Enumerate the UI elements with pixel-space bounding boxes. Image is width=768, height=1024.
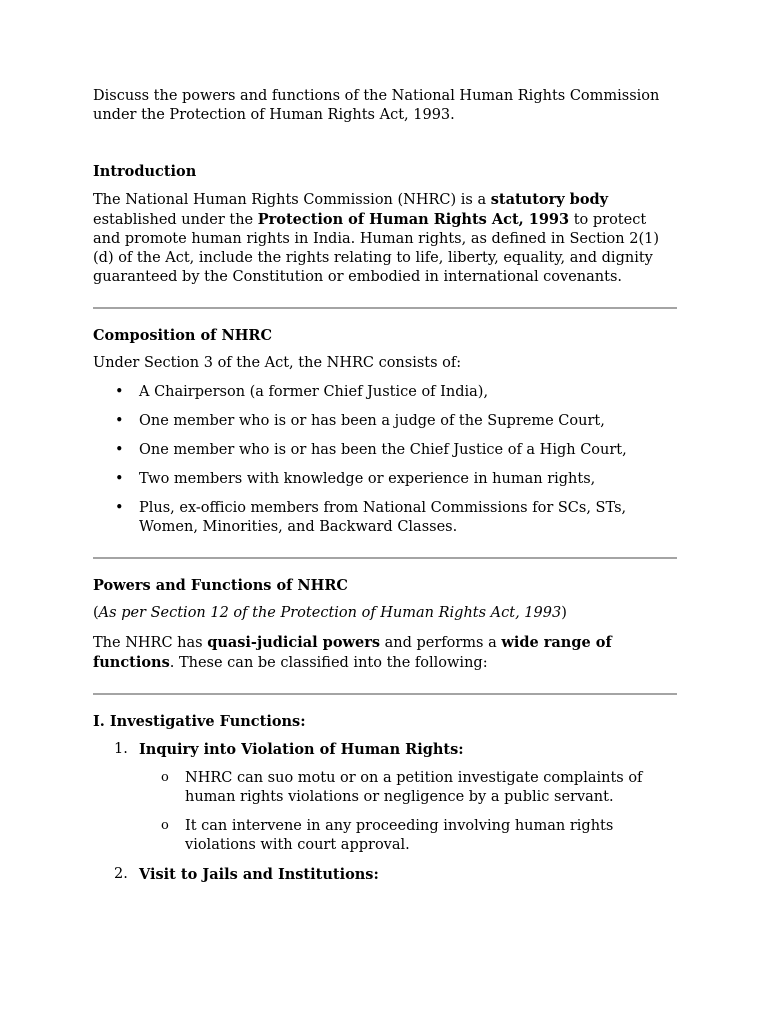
powers-text-1: The NHRC has xyxy=(93,635,208,651)
composition-list xyxy=(93,383,677,537)
powers-text-2: and performs a xyxy=(380,635,502,651)
divider xyxy=(93,557,677,559)
item-number: 2. xyxy=(114,866,128,882)
list-item xyxy=(93,499,677,537)
powers-heading: Powers and Functions of NHRC xyxy=(93,577,348,594)
sub-list-item xyxy=(139,817,677,855)
list-item-text: Two members with knowledge or experience in human rights, xyxy=(139,471,596,487)
list-item xyxy=(93,412,677,431)
powers-note xyxy=(93,604,677,623)
introduction-heading: Introduction xyxy=(93,163,197,180)
document-page xyxy=(93,87,677,895)
numbered-item xyxy=(93,865,677,885)
sub-list xyxy=(139,769,677,855)
divider xyxy=(93,307,677,309)
investigative-heading: I. Investigative Functions: xyxy=(93,713,306,730)
list-item xyxy=(93,441,677,460)
paren-open: ( xyxy=(93,605,99,621)
intro-text-1: The National Human Rights Commission (NHRC) is a xyxy=(93,192,491,208)
sub-item-text: NHRC can suo motu or on a petition investigate complaints of human rights violations or negligence by a public servant. xyxy=(185,770,643,805)
sub-item-text: It can intervene in any proceeding involving human rights violations with court approval. xyxy=(185,818,614,853)
divider xyxy=(93,693,677,695)
circle-bullet-icon: o xyxy=(161,770,169,785)
list-item-text: One member who is or has been a judge of the Supreme Court, xyxy=(139,413,605,429)
bullet-icon: • xyxy=(115,384,124,400)
list-item-text: Plus, ex-officio members from National Commissions for SCs, STs, Women, Minorities, and Backward Classes. xyxy=(139,500,627,535)
powers-bold-wide-range: wide range of functions xyxy=(93,634,612,671)
powers-bold-quasi-judicial: quasi-judicial powers xyxy=(207,634,380,651)
list-item xyxy=(93,383,677,402)
bullet-icon: • xyxy=(115,413,124,429)
bullet-icon: • xyxy=(115,471,124,487)
numbered-item xyxy=(93,740,677,855)
composition-heading: Composition of NHRC xyxy=(93,327,273,344)
introduction-paragraph xyxy=(93,190,677,287)
circle-bullet-icon: o xyxy=(161,818,169,833)
list-item-text: A Chairperson (a former Chief Justice of India), xyxy=(139,384,489,400)
intro-text-2: established under the xyxy=(93,212,258,228)
powers-italic-note: As per Section 12 of the Protection of Human Rights Act, 1993 xyxy=(98,605,562,621)
powers-text-3: . These can be classified into the following: xyxy=(169,655,488,671)
composition-intro: Under Section 3 of the Act, the NHRC consists of: xyxy=(93,355,462,371)
list-item-text: One member who is or has been the Chief Justice of a High Court, xyxy=(139,442,627,458)
bullet-icon: • xyxy=(115,442,124,458)
powers-paragraph xyxy=(93,633,677,673)
item-title: Inquiry into Violation of Human Rights: xyxy=(139,741,464,758)
intro-bold-act: Protection of Human Rights Act, 1993 xyxy=(257,211,570,228)
list-item xyxy=(93,470,677,489)
intro-text-3: to protect and promote human rights in India. Human rights, as defined in Section 2(1)(d) of the Act, include the rights relating to life, liberty, equality, and dignity guaranteed by the Constitution or embodied in international covenants. xyxy=(93,212,660,285)
paren-close: ) xyxy=(561,605,567,621)
investigative-list xyxy=(93,740,677,885)
question-text: Discuss the powers and functions of the National Human Rights Commission under the Protection of Human Rights Act, 1993. xyxy=(93,88,660,123)
item-number: 1. xyxy=(114,741,128,757)
bullet-icon: • xyxy=(115,500,124,516)
item-title: Visit to Jails and Institutions: xyxy=(139,866,379,883)
sub-list-item xyxy=(139,769,677,807)
intro-bold-statutory-body: statutory body xyxy=(490,191,609,208)
